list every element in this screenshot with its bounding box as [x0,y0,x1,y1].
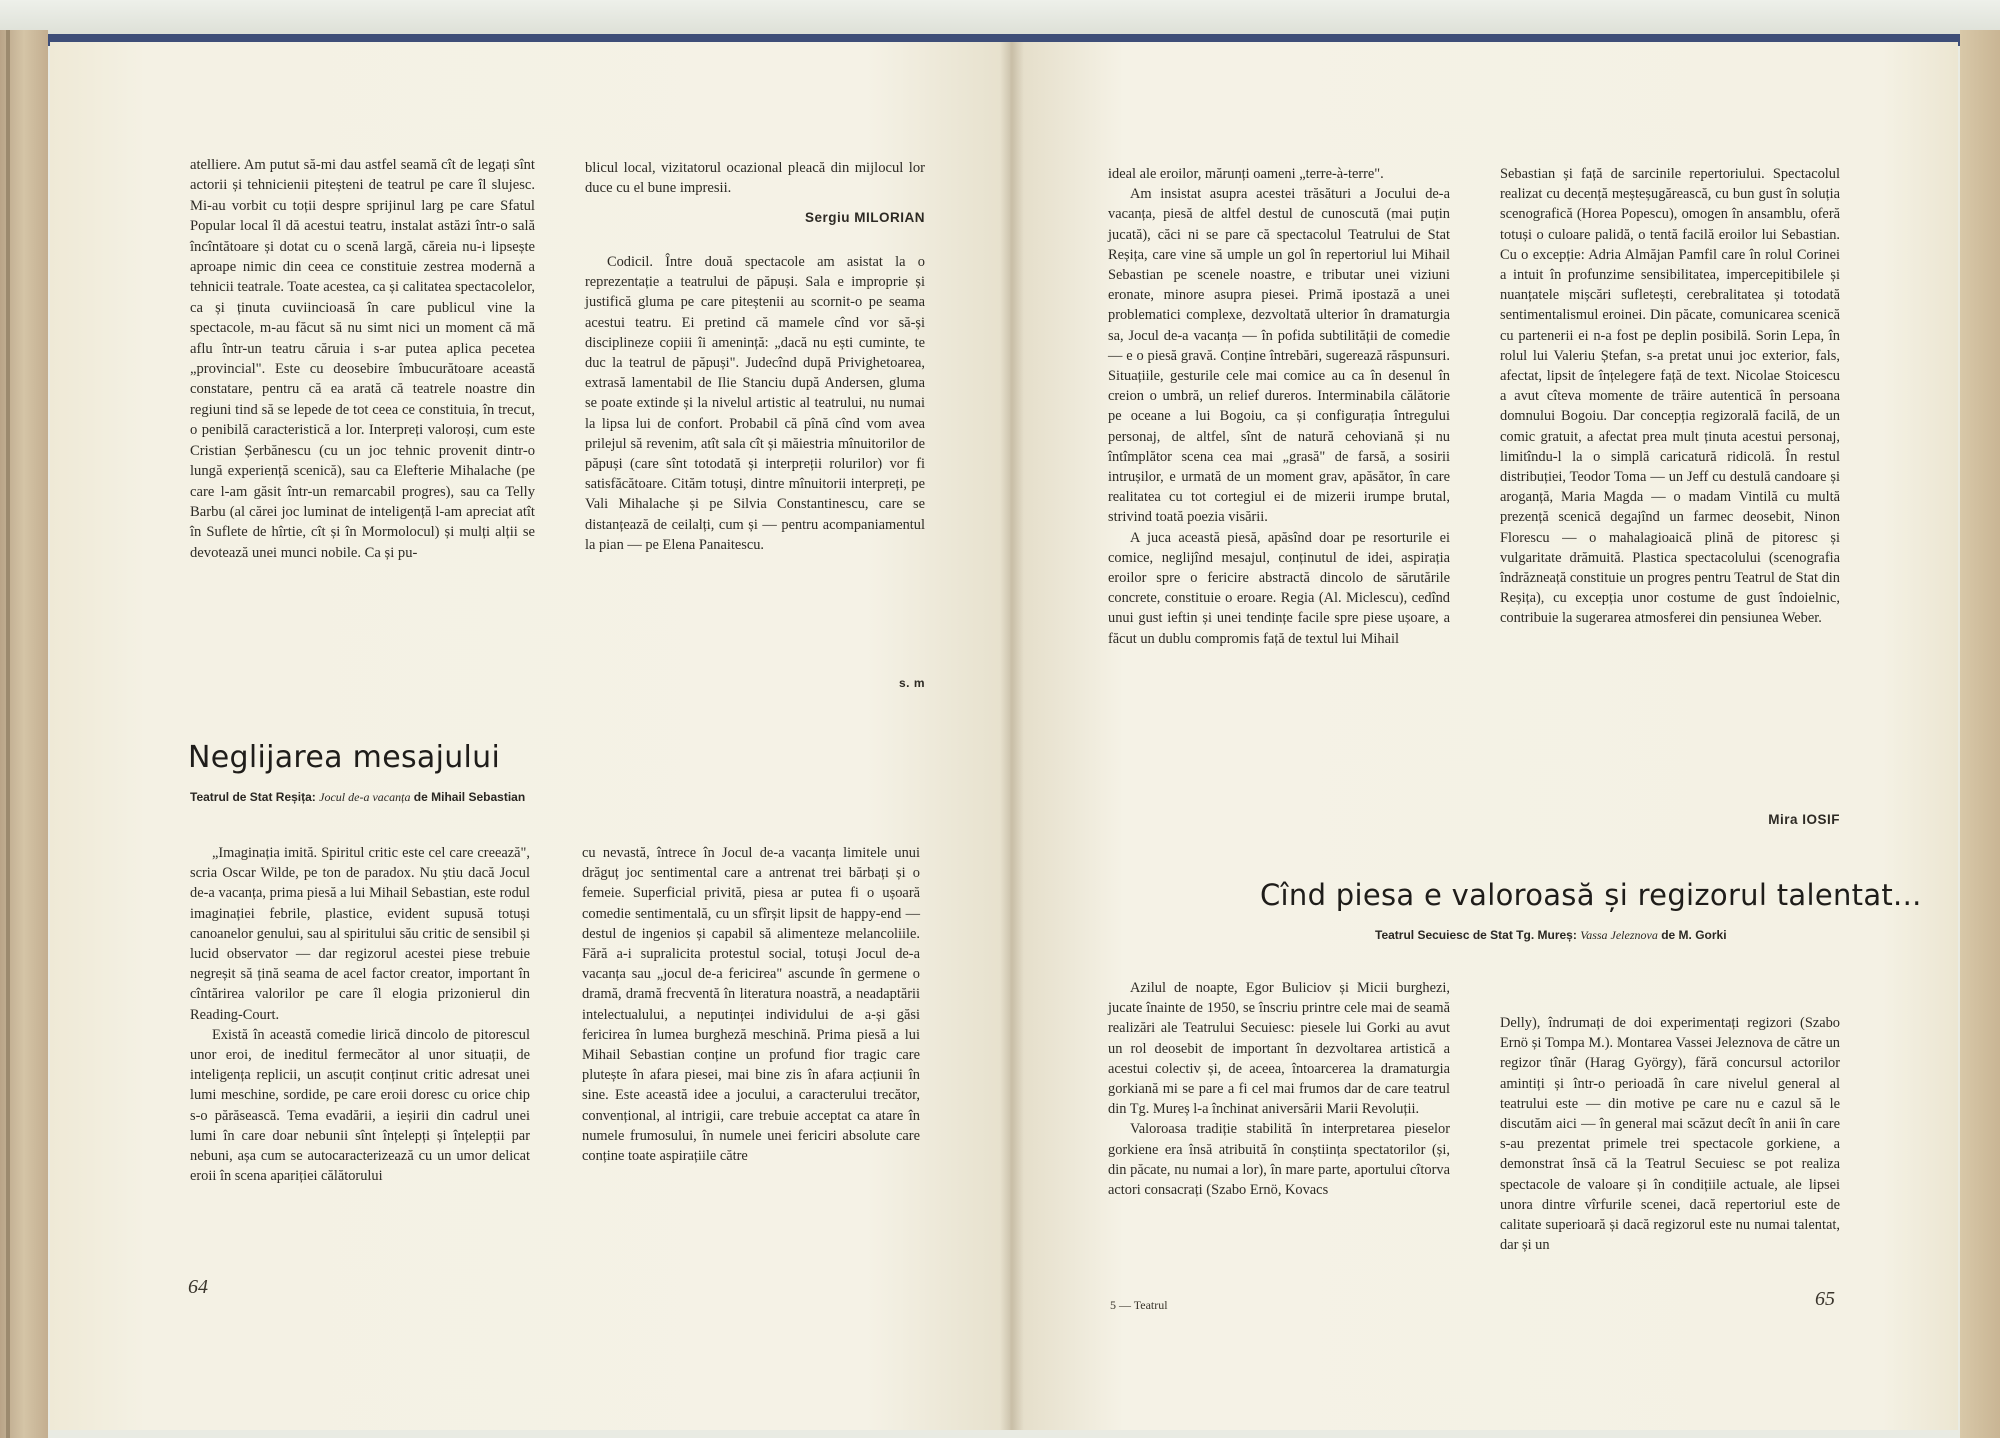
codicil-column [585,252,925,555]
page-number-right: 65 [1815,1288,1835,1310]
page-footer-note: 5 — Teatrul [1110,1298,1168,1312]
article-paragraph: cu nevastă, întrece în Jocul de-a vacanța limitele unui drăguț joc sentimental care a antrenat trei bărbați și o femeie. Superficial privită, piesa ar putea fi o ușoară comedie sentimentală, cu un sfîrșit lipsit de happy-end — destul de ingenios și capabil să alimenteze melancoliile. Fără a-i supralicita protestul social, totuși Jocul de-a vacanța sau „jocul de-a fericirea" ascunde în germene o dramă, dramă frecventă în literatura noastră, a neadaptării intelectualului, a neputinței individului de a-și găsi fericirea în lumea burgheză meschină. Prima piesă a lui Mihail Sebastian conține un profund fior tragic care plutește în afara piesei, mai bine zis în afara acțiunii în sine. Este această idee a jocului, a caracterului trecător, convențional, al intrigii, care trebuie acceptat ca atare în numele frumosului, în numele unei fericiri absolute care conține toate aspirațiile către [582,845,920,1165]
right-col1-top [1108,164,1450,649]
author-signature: Mira IOSIF [1768,812,1840,827]
article-paragraph: ideal ale eroilor, mărunți oameni „terre-à-terre". [1108,166,1384,182]
play-title: Vassa Jeleznova [1580,928,1658,942]
article-subheading [190,790,525,805]
theatre-name: Teatrul de Stat Reșița: [190,790,316,804]
article-paragraph: Există în această comedie lirică dincolo de pitorescul unor eroi, de ineditul fermecător al unor situații, de inteligența replicii, un ascuțit conținut critic adresat unei lumi meschine, sordide, pe care eroii doresc cu orice chip s-o părăsească. Tema evadării, a ieșirii din cadrul unei lumi în care doar nebunii sînt înțelepți și înțelepții par nebuni, așa cum se autocaracterizează cu un umor delicat eroii în scena apariției călătorului [190,1026,530,1185]
left-col1-top [190,155,535,563]
right-col2-top [1500,164,1840,629]
play-title: Jocul de-a vacanța [319,790,411,804]
article-paragraph: Delly), îndrumați de doi experimentați regizori (Szabo Ernö și Tompa M.). Montarea Vassei Jeleznova de către un regizor tînăr (Harag György), fără concursul actorilor amintiți și într-o perioadă în care nivelul general al teatrului este — din motive pe care nu e cazul să le discutăm aici — în general mai scăzut decît în anii în care s-au prezentat primele trei spectacole gorkiene, a demonstrat însă că la Teatrul Secuiesc se pot realiza spectacole de valoare și în condițiile actuale, ale lipsei unora dintre vîrfurile scenei, dacă repertoriul este de calitate superioară și dacă regizorul este nu numai talentat, dar și un [1500,1015,1840,1254]
article-paragraph: A juca această piesă, apăsînd doar pe resorturile ei comice, neglijînd mesajul, conținutul de idei, aspirația eroilor spre o fericire abstractă dincolo de sărutările concrete, constituie o eroare. Regia (Al. Miclescu), cedînd unui gust ieftin și unei tendințe facile spre piese ușoare, a făcut un dublu compromis față de textul lui Mihail [1108,529,1450,647]
page-number-left: 64 [188,1276,208,1298]
article-text: atelliere. Am putut să-mi dau astfel seamă cît de legați sînt actorii și tehnicienii piteșteni de teatrul pe care îl slujesc. Mi-au vorbit cu toții despre sprijinul larg pe care Sfatul Popular local îl dă acestui teatru, instalat astăzi într-o sală încîntătoare și dotat cu o scenă largă, căreia nu-i lipsește aproape nimic din ceea ce constituie zestrea modernă a tehnicii teatrale. Toate acestea, ca și calitatea spectacolelor, ca și ținuta cuviincioasă în care publicul vine la spectacole, m-au făcut să nu simt nici un moment că mă aflu într-un teatru căruia i s-ar putea aplica pecetea „provincial". Este cu deosebire îmbucurătoare această constatare, pentru că ea arată că teatrele noastre din regiuni tind să se lepede de tot ceea ce constituia, în trecut, o penibilă caracteristică a lor. Interpreți valoroși, cum este Cristian Șerbănescu (cu un joc tehnic provenit dintr-o lungă experiență scenică), sau ca Elefterie Mihalache (pe care l-am găsit într-un remarcabil progres), sau ca Telly Barbu (al cărei joc luminat de inteligență l-am apreciat atît în Suflete de hîrtie, cît și în Mormolocul) și mulți alții se devotează unei munci nobile. Ca și pu- [190,157,535,561]
article-headline: Neglijarea mesajului [188,740,501,775]
left-col2-top [585,158,925,199]
article-headline: Cînd piesa e valoroasă și regizorul talentat... [1260,878,1922,912]
article-paragraph: Am insistat asupra acestei trăsături a Jocului de-a vacanța, piesă de altfel destul de cunoscută (mai puțin jucată), căci ni se pare că spectacolul Teatrului de Stat Reșița, care vine să umple un gol în repertoriul lui Mihail Sebastian pe scenele noastre, e tributar unei viziuni eronate, minore asupra piesei. Primă ipostază a unei problematici complexe, dezvoltată ulterior în dramaturgia sa, Jocul de-a vacanța — în pofida subtilității de comedie — e o piesă gravă. Conține întrebări, sugerează răspunsuri. Situațiile, gesturile cele mai comice au ca în desenul în creion o umbră, un relief dureros. Interminabila călătorie pe oceane a lui Bogoiu, ca și configurația întregului personaj, de altfel, sînt de natură cehoviană și nu întîmplător scena cea mai „grasă" de farsă, a sosirii intrușilor, e urmată de un moment grav, apăsător, în care realitatea cu tot cortegiul ei de mizerii irumpe brutal, strivind toată poezia visării. [1108,186,1450,526]
play-author: de M. Gorki [1661,928,1727,942]
article-paragraph: Azilul de noapte, Egor Buliciov și Micii burghezi, jucate înainte de 1950, se înscriu printre cele mai de seamă realizări ale Teatrului Secuiesc: piesele lui Gorki au avut un rol deosebit de important în dezvoltarea artistică a acestui colectiv și, de aceea, întoarcerea la dramaturgia gorkiană mi se pare a fi cel mai frumos dar de care teatrul din Tg. Mureș l-a închinat aniversării Marii Revoluții. [1108,980,1450,1118]
article-paragraph: „Imaginația imită. Spiritul critic este cel care creează", scria Oscar Wilde, pe ton de paradox. Nu știu dacă Jocul de-a vacanța, prima piesă a lui Mihail Sebastian, este rodul imaginației febrile, plastice, evident supusă totuși canoanelor genului, sau al spiritului său critic de sensibil și lucid observator — dar regizorul acestei piese trebuie negreșit să țină seama de acel factor creator, important în cîntărirea valorilor pe care îl elogia prizonierul din Reading-Court. [190,845,530,1023]
author-signature: Sergiu MILORIAN [804,210,925,225]
author-initials: s. m [898,676,925,690]
theatre-name: Teatrul Secuiesc de Stat Tg. Mureș: [1375,928,1577,942]
book-edge-left [0,30,48,1438]
book-gutter [1000,42,1024,1430]
article-paragraph: Valoroasa tradiție stabilită în interpretarea pieselor gorkiene era însă atribuită în conștiința spectatorilor (și, din păcate, nu numai a lor), în mare parte, aportului cîtorva actori consacrați (Szabo Ernö, Kovacs [1108,1121,1450,1199]
play-author: de Mihail Sebastian [413,790,526,804]
article-subheading [1375,928,1727,943]
article-text: blicul local, vizitatorul ocazional pleacă din mijlocul lor duce cu el bune impresii. [585,160,925,197]
left-col1-bottom [190,843,530,1186]
book-edge-right [1960,30,2000,1438]
right-col1-bottom [1108,978,1450,1200]
left-col2-bottom [582,843,920,1166]
article-paragraph: Sebastian și față de sarcinile repertoriului. Spectacolul realizat cu decență meșteșugărească, cu bun gust în soluția scenografică (Horea Popescu), omogen în ansamblu, oferă totuși o culoare palidă, o tentă facilă eroilor lui Sebastian. Cu o excepție: Adria Almăjan Pamfil care în rolul Corinei a intuit în profunzime sensibilitatea, impercepitibilele și nuanțatele mișcări sufletești, cerebralitatea și totodată sentimentalismul eroinei. Din păcate, comunicarea scenică cu partenerii ei n-a fost pe deplin posibilă. Sorin Lepa, în rolul lui Valeriu Ștefan, s-a pretat unui joc exterior, fals, afectat, lipsit de înțelegere față de text. Nicolae Stoicescu a avut cîteva momente de trăire autentică în persoana domnului Bogoiu. Dar concepția regizorală facilă, de un comic gratuit, a afectat prea mult ținuta acestui personaj, limitîndu-l la o simplă caricatură ridicolă. În restul distribuției, Teodor Toma — un Jeff cu destulă candoare și aroganță, Maria Magda — o madam Vintilă cu multă prezență scenică degajînd un farmec deosebit, Ninon Florescu — o mahalagioaică plină de pitoresc și vulgaritate drămuită. Plastica spectacolului (scenografia îndrăzneață constituie un progres pentru Teatrul de Stat din Reșița), cu excepția unor costume de gust îndoielnic, contribuie la sugerarea atmosferei din pensiunea Weber. [1500,166,1840,627]
codicil-text: Codicil. Între două spectacole am asistat la o reprezentație a teatrului de păpuși. Sala e improprie și justifică gluma pe care piteștenii au scornit-o pe seama acestui teatru. Ei pretind că mamele cînd vor să-și disciplineze copiii îi amenință: „dacă nu ești cuminte, te duc la teatrul de păpuși". Judecînd după Privighetoarea, extrasă lamentabil de Ilie Stanciu după Andersen, gluma se poate extinde și la nivelul artistic al teatrului, nu numai la lipsa lui de confort. Probabil că pînă cînd vom avea prilejul să revenim, atît sala cît și măiestria mînuitorilor de păpuși (care sînt totodată și interpreții rolurilor) vor fi satisfăcătoare. Cităm totuși, dintre mînuitorii interpreți, pe Vali Mihalache și pe Silvia Constantinescu, care se distanțează de ceilalți, cum și — pentru acompaniamentul la pian — pe Elena Panaitescu. [585,254,925,553]
right-col2-bottom [1500,1013,1840,1255]
